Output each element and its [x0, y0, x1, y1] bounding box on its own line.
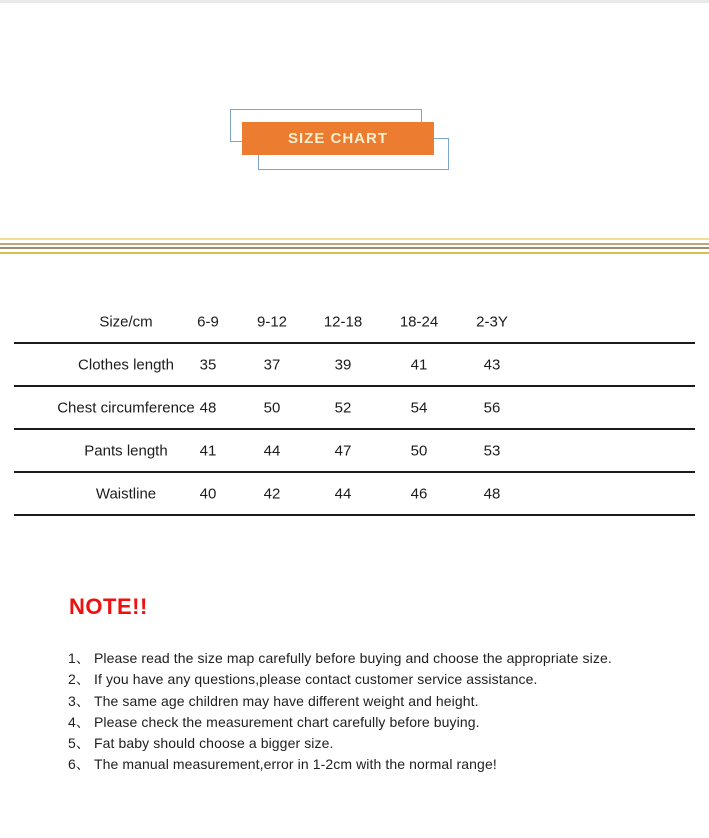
gold-divider-line-4 — [0, 252, 709, 254]
cell-value: 41 — [199, 442, 217, 459]
cell-value: 53 — [483, 442, 501, 459]
cell-value: 35 — [199, 356, 217, 373]
cell-value: 44 — [334, 485, 352, 502]
cell-value: 54 — [410, 399, 428, 416]
note-item-4: 4、 Please check the measurement chart carefully before buying. — [68, 713, 480, 730]
cell-value: 47 — [334, 442, 352, 459]
table-header-row — [14, 301, 695, 344]
cell-value: 48 — [483, 485, 501, 502]
cell-value: 37 — [263, 356, 281, 373]
column-header-size: Size/cm — [99, 313, 153, 330]
cell-value: 46 — [410, 485, 428, 502]
gold-divider-line-3 — [0, 247, 709, 249]
cell-value: 48 — [199, 399, 217, 416]
note-item-5: 5、 Fat baby should choose a bigger size. — [68, 735, 334, 752]
cell-value: 42 — [263, 485, 281, 502]
cell-value: 56 — [483, 399, 501, 416]
top-edge-divider — [0, 0, 709, 3]
note-list — [68, 648, 648, 776]
cell-value: 50 — [410, 442, 428, 459]
row-label: Waistline — [95, 485, 157, 502]
size-table — [14, 301, 695, 516]
table-row-clothes-length — [14, 344, 695, 387]
note-item-6: 6、 The manual measurement,error in 1-2cm with the normal range! — [68, 756, 497, 773]
cell-value: 52 — [334, 399, 352, 416]
table-row-waistline — [14, 473, 695, 516]
table-row-pants-length — [14, 430, 695, 473]
note-item-3: 3、 The same age children may have different weight and height. — [68, 692, 479, 709]
gold-divider-line-2 — [0, 243, 709, 245]
size-chart-banner — [242, 122, 434, 155]
row-label: Clothes length — [78, 356, 174, 373]
cell-value: 43 — [483, 356, 501, 373]
cell-value: 50 — [263, 399, 281, 416]
column-header-9-12: 9-12 — [256, 313, 288, 330]
note-heading: NOTE!! — [69, 594, 148, 619]
cell-value: 39 — [334, 356, 352, 373]
cell-value: 41 — [410, 356, 428, 373]
gold-divider-line-1 — [0, 238, 709, 240]
cell-value: 44 — [263, 442, 281, 459]
column-header-6-9: 6-9 — [197, 313, 219, 330]
cell-value: 40 — [199, 485, 217, 502]
note-item-1: 1、 Please read the size map carefully before buying and choose the appropriate size. — [68, 650, 612, 666]
column-header-12-18: 12-18 — [323, 313, 363, 330]
note-item-2: 2、 If you have any questions,please contact customer service assistance. — [68, 671, 538, 688]
column-header-2-3y: 2-3Y — [476, 313, 508, 330]
banner-title: SIZE CHART — [288, 130, 388, 147]
row-label: Pants length — [84, 442, 168, 459]
table-row-chest-circumference — [14, 387, 695, 430]
row-label: Chest circumference — [57, 399, 195, 416]
column-header-18-24: 18-24 — [399, 313, 439, 330]
